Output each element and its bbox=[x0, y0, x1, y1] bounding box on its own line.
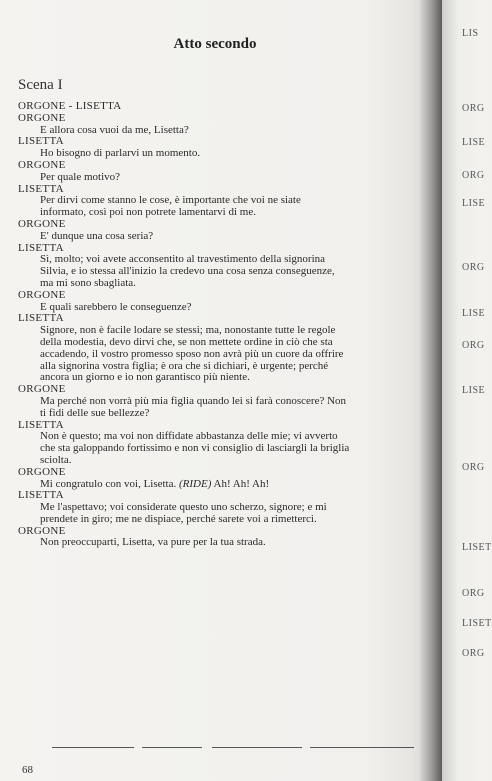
speaker-name: ORGONE bbox=[18, 158, 66, 171]
right-page bbox=[442, 0, 492, 781]
page-number: 68 bbox=[22, 764, 33, 776]
speaker-name: ORGONE bbox=[18, 465, 66, 478]
dialogue-line: E allora cosa vuoi da me, Lisetta? bbox=[40, 123, 189, 136]
dialogue-line: Per dirvi come stanno le cose, è importante che voi ne siate bbox=[40, 194, 301, 207]
right-page-speaker-label: ORG bbox=[462, 103, 485, 114]
dialogue-line bbox=[18, 479, 418, 491]
speaker-name: LISETTA bbox=[18, 418, 64, 431]
dialogue-line: prendete in giro; me ne dispiace, perché sarete voi a rimetterci. bbox=[40, 512, 317, 525]
footer-rule bbox=[212, 747, 302, 748]
dialogue-line: Per quale motivo? bbox=[40, 170, 121, 183]
dialogue-line: accadendo, il vostro promesso sposo non avrà più un cuore da offrire bbox=[40, 347, 344, 360]
dialogue-line: ti fidi delle sue bellezze? bbox=[40, 406, 150, 419]
script-text bbox=[18, 101, 418, 549]
right-page-speaker-label: LISE bbox=[462, 198, 486, 209]
speaker-name: ORGONE - LISETTA bbox=[18, 100, 122, 112]
dialogue-line: Me l'aspettavo; voi considerate questo uno scherzo, signore; e mi bbox=[40, 501, 327, 514]
dialogue-line: Ho bisogno di parlarvi un momento. bbox=[40, 147, 201, 160]
dialogue-line: della modestia, devo dirvi che, se non mettete ordine in ciò che sta bbox=[40, 335, 333, 348]
stage-direction: (RIDE) bbox=[179, 477, 212, 490]
speaker-name: ORGONE bbox=[18, 524, 66, 537]
act-title: Atto secondo bbox=[173, 36, 257, 52]
speaker-name: LISETTA bbox=[18, 312, 64, 325]
right-page-speaker-label: LISET bbox=[462, 542, 492, 553]
right-page-speaker-label: LISET bbox=[462, 618, 492, 629]
dialogue-line: informato, così poi non potrete lamentarvi di me. bbox=[40, 206, 256, 219]
dialogue-line: Ma perché non vorrà più mia figlia quando lei si farà conoscere? Non bbox=[40, 394, 347, 407]
speaker-name: LISETTA bbox=[18, 182, 64, 195]
right-page-speaker-label: LISE bbox=[462, 308, 486, 319]
speaker-name: ORGONE bbox=[18, 217, 66, 230]
dialogue-text: Mi congratulo con voi, Lisetta. bbox=[40, 477, 179, 490]
footer-rule bbox=[142, 747, 202, 748]
right-page-speaker-label: ORG bbox=[462, 588, 485, 599]
dialogue-text: Ah! Ah! Ah! bbox=[211, 477, 270, 490]
dialogue-line: Non è questo; ma voi non diffidate abbastanza delle mie; vi avverto bbox=[40, 430, 338, 443]
dialogue-line: Sì, molto; voi avete acconsentito al travestimento della signorina bbox=[40, 253, 326, 266]
dialogue-line: che sta galoppando fortissimo e non vi consiglio di lasciargli la briglia bbox=[40, 442, 350, 455]
right-page-speaker-label: ORG bbox=[462, 462, 485, 473]
speaker-name: ORGONE bbox=[18, 288, 66, 301]
right-page-speaker-label: ORG bbox=[462, 170, 485, 181]
speaker-name: ORGONE bbox=[18, 383, 66, 396]
book-gutter bbox=[420, 0, 442, 781]
dialogue-line: E quali sarebbero le conseguenze? bbox=[40, 300, 192, 313]
speaker-name: LISETTA bbox=[18, 489, 64, 502]
dialogue-line: ancora un giorno e io non garantisco più niente. bbox=[40, 371, 250, 384]
dialogue-line: alla signorina vostra figlia; è ora che si dichiari, è urgente; perché bbox=[40, 359, 329, 372]
scene-heading: Scena I bbox=[18, 77, 63, 93]
dialogue-line: Non preoccuparti, Lisetta, va pure per la tua strada. bbox=[40, 536, 266, 549]
dialogue-line: Signore, non è facile lodare se stessi; ma, nonostante tutte le regole bbox=[40, 324, 336, 337]
speaker-name: LISETTA bbox=[18, 135, 64, 148]
right-page-speaker-label: LISE bbox=[462, 385, 486, 396]
right-page-speaker-label: LISE bbox=[462, 137, 486, 148]
right-page-speaker-label: LIS bbox=[462, 28, 479, 39]
dialogue-line: ma mi sono sbagliata. bbox=[40, 276, 136, 289]
right-page-speaker-label: ORG bbox=[462, 262, 485, 273]
right-page-speaker-label: ORG bbox=[462, 340, 485, 351]
dialogue-line: E' dunque una cosa seria? bbox=[40, 229, 154, 242]
footer-rule bbox=[310, 747, 414, 748]
speaker-name: LISETTA bbox=[18, 241, 64, 254]
footer-rule bbox=[52, 747, 134, 748]
right-page-speaker-label: ORG bbox=[462, 648, 485, 659]
speaker-name: ORGONE bbox=[18, 111, 66, 124]
dialogue-line: sciolta. bbox=[40, 453, 72, 466]
dialogue-line: Silvia, e io stessa all'inizio la credevo una cosa senza conseguenze, bbox=[40, 265, 335, 278]
